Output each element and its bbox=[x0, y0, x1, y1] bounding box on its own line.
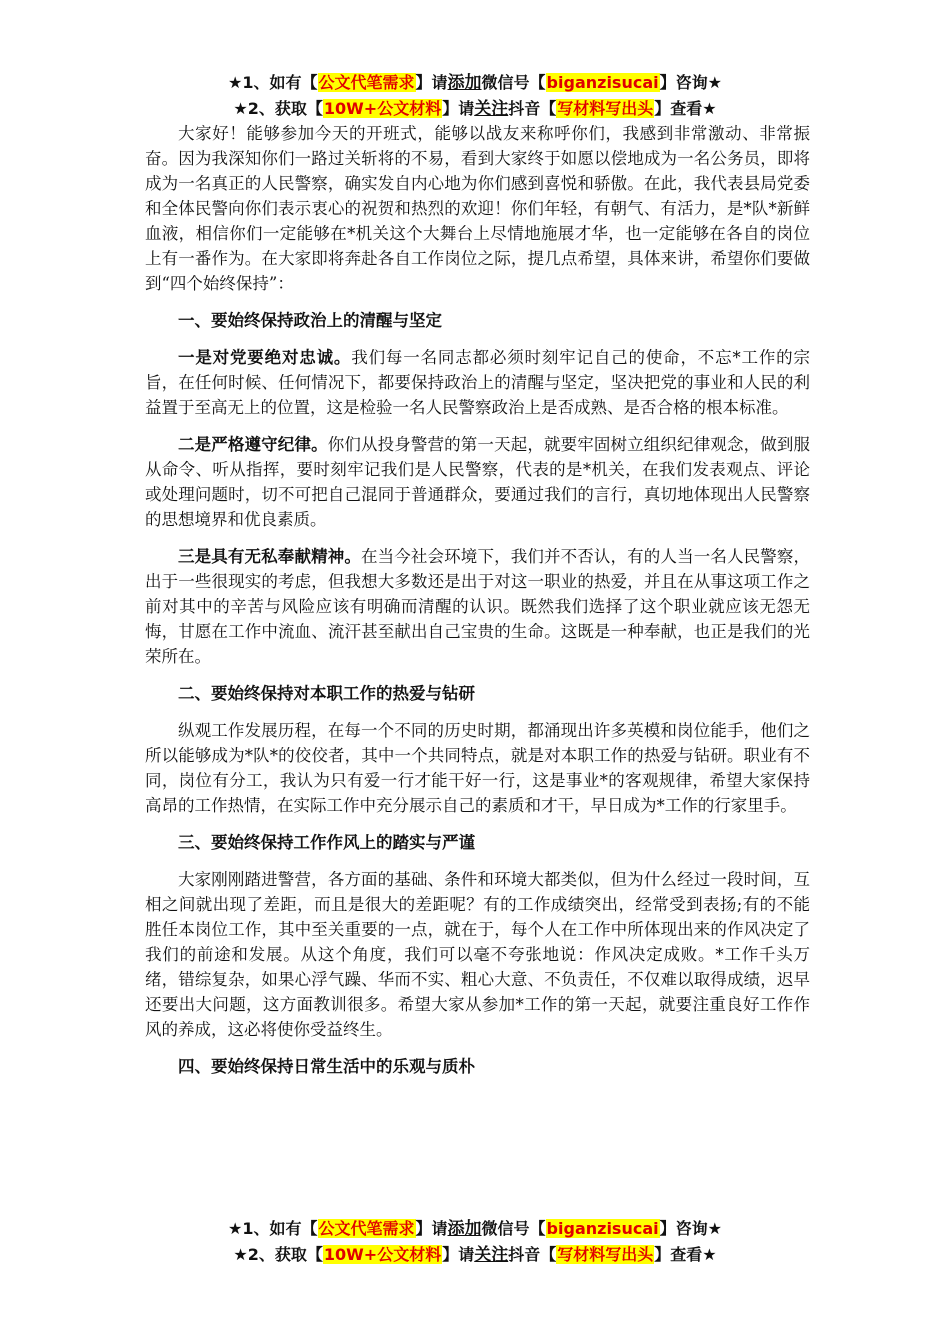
section-heading-3: 三、要始终保持工作作风上的踏实与严谨 bbox=[178, 833, 475, 852]
banner-line-1: ★1、如有【公文代笔需求】请添加微信号【biganzisucai】咨询★ bbox=[228, 1219, 722, 1239]
banner-line-2: ★2、获取【10W+公文材料】请关注抖音【写材料写出头】查看★ bbox=[233, 1245, 717, 1265]
highlight-service: 公文代笔需求 bbox=[318, 1219, 415, 1238]
highlight-douyin: 写材料写出头 bbox=[557, 99, 654, 118]
paragraph-dedication: 三是具有无私奉献精神。在当今社会环境下，我们并不否认，有的人当一名人民警察，出于一些很现实的考虑，但我想大多数还是出于对这一职业的热爱，并且在从事这项工作之前对其中的辛苦与风险应该有明确而清醒的认识。既然我们选择了这个职业就应该无怨无悔，甘愿在工作中流血、流汗甚至献出自己宝贵的生命。这既是一种奉献，也正是我们的光荣所在。 bbox=[145, 547, 811, 666]
banner-line-1: ★1、如有【公文代笔需求】请添加微信号【biganzisucai】咨询★ bbox=[228, 73, 722, 93]
paragraph-discipline: 二是严格遵守纪律。你们从投身警营的第一天起，就要牢固树立组织纪律观念，做到服从命令、听从指挥，要时刻牢记我们是人民警察，代表的是*机关，在我们发表观点、评论或处理问题时，切不可把自己混同于普通群众，要通过我们的言行，真切地体现出人民警察的思想境界和优良素质。 bbox=[145, 435, 811, 529]
banner-line-2: ★2、获取【10W+公文材料】请关注抖音【写材料写出头】查看★ bbox=[233, 99, 717, 119]
bottom-banner bbox=[0, 1216, 950, 1268]
highlight-materials: 10W+公文材料 bbox=[323, 1245, 442, 1264]
highlight-materials: 10W+公文材料 bbox=[323, 99, 442, 118]
document-body bbox=[145, 121, 810, 1091]
section-heading-1: 一、要始终保持政治上的清醒与坚定 bbox=[178, 311, 442, 330]
highlight-douyin: 写材料写出头 bbox=[557, 1245, 654, 1264]
highlight-service: 公文代笔需求 bbox=[318, 73, 415, 92]
paragraph-work-passion: 纵观工作发展历程，在每一个不同的历史时期，都涌现出许多英模和岗位能手，他们之所以能够成为*队*的佼佼者，其中一个共同特点，就是对本职工作的热爱与钻研。职业有不同，岗位有分工，我认为只有爱一行才能干好一行，这是事业*的客观规律，希望大家保持高昂的工作热情，在实际工作中充分展示自己的素质和才干，早日成为*工作的行家里手。 bbox=[145, 721, 810, 815]
section-heading-2: 二、要始终保持对本职工作的热爱与钻研 bbox=[178, 684, 475, 703]
highlight-wechat-id: biganzisucai bbox=[546, 73, 659, 92]
highlight-wechat-id: biganzisucai bbox=[546, 1219, 659, 1238]
paragraph-loyalty: 一是对党要绝对忠诚。我们每一名同志都必须时刻牢记自己的使命，不忘*工作的宗旨，在任何时候、任何情况下，都要保持政治上的清醒与坚定，坚决把党的事业和人民的利益置于至高无上的位置，这是检验一名人民警察政治上是否成熟、是否合格的根本标准。 bbox=[145, 348, 811, 417]
intro-paragraph: 大家好！能够参加今天的开班式，能够以战友来称呼你们，我感到非常激动、非常振奋。因为我深知你们一路过关斩将的不易，看到大家终于如愿以偿地成为一名公务员，即将成为一名真正的人民警察，确实发自内心地为你们感到喜悦和骄傲。在此，我代表县局党委和全体民警向你们表示衷心的祝贺和热烈的欢迎！你们年轻，有朝气、有活力，是*队*新鲜血液，相信你们一定能够在*机关这个大舞台上尽情地施展才华，也一定能够在各自的岗位上有一番作为。在大家即将奔赴各自工作岗位之际，提几点希望，具体来讲，希望你们要做到“四个始终保持”： bbox=[145, 124, 810, 293]
top-banner bbox=[0, 70, 950, 122]
section-heading-4: 四、要始终保持日常生活中的乐观与质朴 bbox=[178, 1057, 475, 1076]
paragraph-work-style: 大家刚刚踏进警营，各方面的基础、条件和环境大都类似，但为什么经过一段时间，互相之间就出现了差距，而且是很大的差距呢？有的工作成绩突出，经常受到表扬;有的不能胜任本岗位工作，其中至关重要的一点，就在于，每个人在工作中所体现出来的作风决定了我们的前途和发展。从这个角度，我们可以毫不夸张地说：作风决定成败。*工作千头万绪，错综复杂，如果心浮气躁、华而不实、粗心大意、不负责任，不仅难以取得成绩，迟早还要出大问题，这方面教训很多。希望大家从参加*工作的第一天起，就要注重良好工作作风的养成，这必将使你受益终生。 bbox=[145, 870, 810, 1039]
